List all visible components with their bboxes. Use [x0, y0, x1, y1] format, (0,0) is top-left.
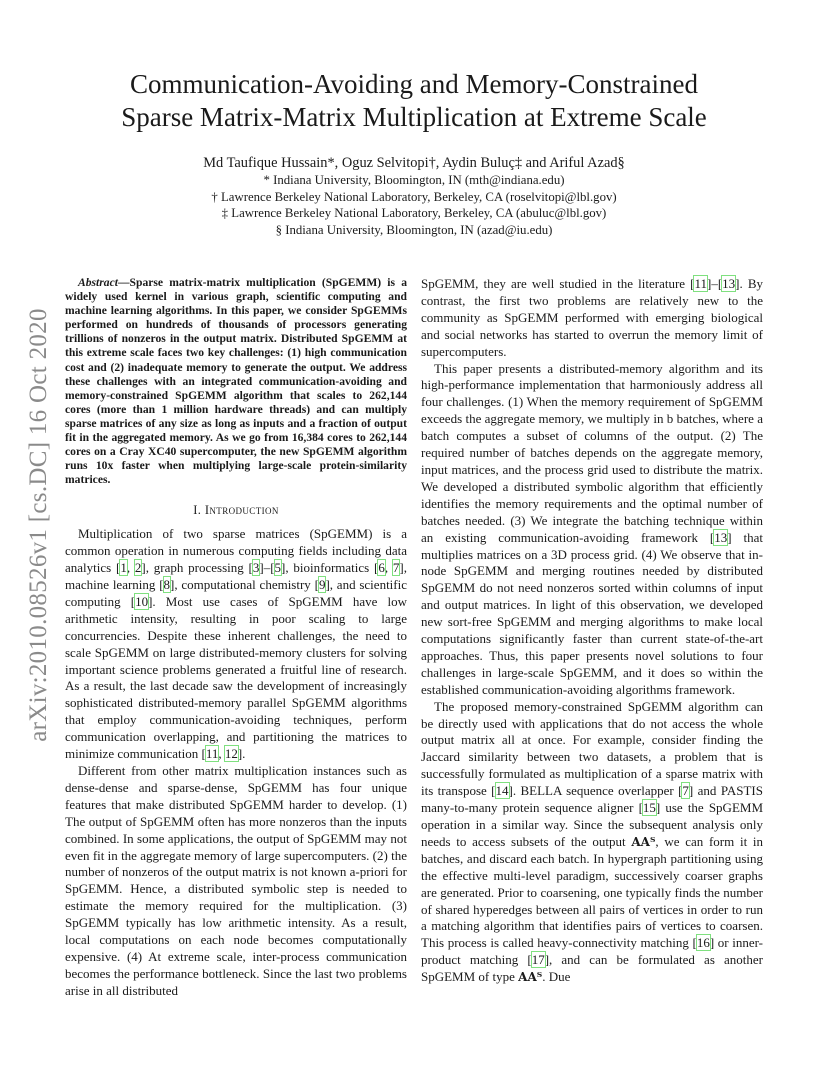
paper-title-line-2: Sparse Matrix-Matrix Multiplication at Extreme Scale	[121, 102, 707, 132]
citation-link[interactable]: 15	[642, 800, 656, 816]
citation-link[interactable]: 13	[714, 529, 728, 545]
citation-link[interactable]: 10	[135, 593, 149, 609]
author-list: Md Taufique Hussain*, Oguz Selvitopi†, Aydin Buluç‡ and Ariful Azad§	[203, 155, 625, 171]
left-column	[65, 276, 407, 1000]
citation-link[interactable]: 8	[163, 577, 171, 593]
arxiv-identifier-text: arXiv:2010.08526v1 [cs.DC] 16 Oct 2020	[25, 308, 53, 742]
citation-link[interactable]: 12	[224, 746, 238, 762]
intro-paragraph-4: The proposed memory-constrained SpGEMM algorithm can be directly used with applications that do not access the whole output matrix all at once. For example, consider finding the Jaccard similarity between two datasets, a problem that is successfully formulated as multiplication of a sparse matrix with its transpose [14]. BELLA sequence overlapper [7] and PASTIS many-to-many protein sequence aligner [15] use the SpGEMM operation in a similar way. Since the subsequent analysis only needs to access subsets of the output AAᵀ, we can form it in batches, and discard each batch. In hypergraph partitioning using the effective multi-level paradigm, successively coarser graphs are generated. Prior to coarsening, one typically finds the number of shared hyperedges between all pairs of vertices in order to run a matching algorithm that identifies pairs of vertices to coarsen. This process is called heavy-connectivity matching [16] or inner-product matching [17], and can be formulated as another SpGEMM of type AAᵀ. Due	[421, 698, 764, 985]
citation-link[interactable]: 2	[134, 560, 142, 576]
citation-link[interactable]: 14	[495, 783, 509, 799]
abstract-text: Sparse matrix-matrix multiplication (SpGEMM) is a widely used kernel in various graph, scientific computing and machine learning algorithms. In this paper, we consider SpGEMMs performed on hundreds of thousands of processors generating trillions of nonzeros in the output matrix. Distributed SpGEMM at this extreme scale faces two key challenges: (1) high communication cost and (2) inadequate memory to generate the output. We address these challenges with an integrated communication-avoiding and memory-constrained SpGEMM algorithm that scales to 262,144 cores (more than 1 million hardware threads) and can multiply sparse matrices of any size as long as inputs and a fraction of output fit in the aggregated memory. As we go from 16,384 cores to 262,144 cores on a Cray XC40 supercomputer, the new SpGEMM algorithm runs 10x faster when multiplying large-scale protein-similarity matrices.	[65, 276, 407, 487]
citation-link[interactable]: 9	[318, 577, 326, 593]
citation-link[interactable]: 5	[274, 560, 282, 576]
right-column	[421, 276, 763, 986]
abstract-label: Abstract—	[78, 276, 130, 289]
citation-link[interactable]: 6	[378, 560, 385, 576]
citation-link[interactable]: 7	[392, 560, 400, 576]
affiliation-3: ‡ Lawrence Berkeley National Laboratory, Berkeley, CA (abuluc@lbl.gov)	[221, 206, 607, 220]
citation-link[interactable]: 7	[682, 783, 689, 799]
intro-paragraph-2-continued: SpGEMM, they are well studied in the literature [11]–[13]. By contrast, the first two problems are relatively new to the community as SpGEMM performed with emerging biological and social networks has started to overrun the memory limit of supercomputers.	[421, 276, 763, 359]
citation-link[interactable]: 13	[722, 276, 736, 291]
citation-link[interactable]: 16	[696, 935, 710, 951]
section-number: I.	[193, 503, 202, 518]
affiliation-1: * Indiana University, Bloomington, IN (mth@indiana.edu)	[263, 173, 565, 187]
affiliation-4: § Indiana University, Bloomington, IN (azad@iu.edu)	[275, 223, 553, 237]
section-heading-introduction	[65, 502, 407, 519]
section-title: Introduction	[204, 503, 279, 518]
paper-title-line-1: Communication-Avoiding and Memory-Constrained	[130, 69, 698, 99]
math-expression: AAᵀ	[631, 834, 656, 849]
intro-paragraph-3: This paper presents a distributed-memory algorithm and its high-performance implementation that harmoniously address all four challenges. (1) When the memory requirement of SpGEMM exceeds the aggregate memory, we multiply in b batches, where a batch computes a subset of columns of the output. (2) The required number of batches depends on the aggregate memory, input matrices, and the process grid used to distribute the matrix. We developed a distributed symbolic algorithm that efficiently identifies the memory requirements and the optimal number of batches needed. (3) We integrate the batching technique within an existing communication-avoiding framework [13] that multiplies matrices on a 3D process grid. (4) We observe that in-node SpGEMM and merging routines needed by distributed SpGEMM do not need nonzeros sorted within columns of input and output matrices. In light of this observation, we developed new sort-free SpGEMM and merging algorithms to make local computations significantly faster than current state-of-the-art approaches. Thus, this paper presents novel solutions to four challenges in large-scale SpGEMM, and it does so within the established communication-avoiding algorithms framework.	[421, 360, 763, 697]
citation-link[interactable]: 17	[531, 952, 545, 968]
citation-link[interactable]: 11	[694, 276, 707, 291]
paper-title	[70, 68, 758, 134]
affiliation-2: † Lawrence Berkeley National Laboratory, Berkeley, CA (roselvitopi@lbl.gov)	[211, 190, 617, 204]
abstract	[65, 276, 407, 487]
citation-link[interactable]: 1	[120, 560, 127, 576]
citation-link[interactable]: 11	[205, 746, 219, 762]
intro-paragraph-1: Multiplication of two sparse matrices (SpGEMM) is a common operation in numerous computing fields including data analytics [1, 2], graph processing [3]–[5], bioinformatics [6, 7], machine learning [8], computational chemistry [9], and scientific computing [10]. Most use cases of SpGEMM have low arithmetic intensity, resulting in poor scaling to large concurrencies. Despite these inherent challenges, the need to scale SpGEMM on large distributed-memory clusters for solving important science problems generated a fruitful line of research. As a result, the last decade saw the development of increasingly sophisticated distributed-memory parallel SpGEMM algorithms that employ communication-avoiding techniques, perform communication overlapping, and partitioning the matrices to minimize communication [11, 12].	[65, 526, 407, 762]
citation-link[interactable]: 3	[252, 560, 260, 576]
arxiv-identifier-banner	[22, 290, 56, 760]
intro-paragraph-2: Different from other matrix multiplication instances such as dense-dense and sparse-dense, SpGEMM has four unique features that make distributed SpGEMM harder to develop. (1) The output of SpGEMM often has more nonzeros than the inputs combined. In some applications, the output of SpGEMM may not even fit in the aggregate memory of large supercomputers. (2) the number of nonzeros of the output matrix is not known a-priori for SpGEMM. Hence, a distributed symbolic step is needed to estimate the memory required for the multiplication. (3) SpGEMM typically has low arithmetic intensity. As a result, local computations on each node becomes computationally expensive. (4) At extreme scale, inter-process communication becomes the performance bottleneck. Since the last two problems arise in all distributed	[65, 763, 407, 998]
math-expression: AAᵀ	[518, 970, 543, 985]
